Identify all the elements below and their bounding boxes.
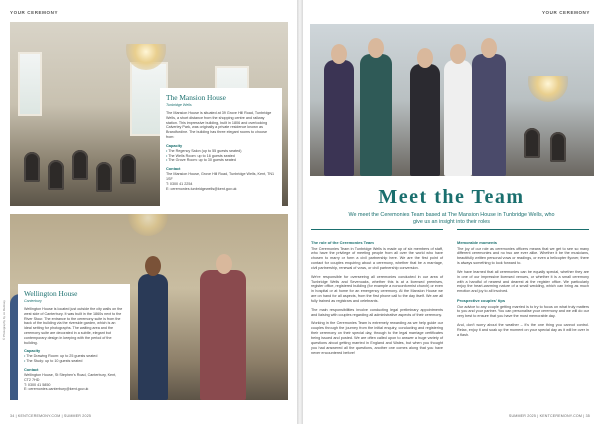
paragraph: The Ceremonies Team in Tunbridge Wells is made up of six members of staff, who have the privilege of meeting people from all over the world who have chosen to marry or form a civil partnership here. We are the first point of contact for couples enquiring about a ceremony, whether that be a marriage, civil partnership, renewal of vows, or civil partnership conversion.: [311, 246, 443, 270]
wellington-house-title: Wellington House: [24, 289, 78, 298]
list-item: • The Wells Room: up to 16 guests seated: [166, 154, 276, 159]
wellington-capacity-heading: Capacity: [24, 348, 41, 354]
running-head-right: YOUR CEREMONY: [541, 10, 590, 15]
mansion-house-location: Tunbridge Wells: [166, 103, 192, 107]
bride-head: [216, 254, 232, 274]
light-icon: [128, 214, 168, 236]
wellington-contact-heading: Contact: [24, 366, 39, 372]
mansion-house-title: The Mansion House: [166, 93, 226, 102]
paragraph: The main responsibilities involve conducting legal preliminary appointments and liaising with couples regarding all administrative aspects of their ceremony.: [311, 307, 443, 317]
chair: [24, 152, 40, 182]
section-heading-tips: Prospective couples' tips: [457, 298, 506, 304]
team-member-figure: [410, 64, 440, 176]
groom-figure: [138, 274, 168, 400]
paragraph: Working in the Ceremonies Team is extremely rewarding as we help guide our couples through the journey from the initial enquiry, conducting and registering their ceremony on their special day, through to the legal marriage certificates being issued and posted. We are often called upon to answer a huge variety of questions about getting married in England and Wales, but when you thought you had answered all the questions, another one comes along that you have never encountered before!: [311, 321, 443, 355]
list-item: • The Grove Room: up to 30 guests seated: [166, 158, 276, 163]
left-page: [0, 0, 297, 424]
paragraph: We have learned that all ceremonies can be equally special, whether they are in one of our impressive licensed venues, or whether it is a small ceremony with a handful of nearest and dearest at the register office. We particularly enjoy the heart-warming nature of a small wedding, which can bring as much emotion and joy to all involved.: [457, 269, 589, 294]
list-item: • The Regency Salon (up to 55 guests seated): [166, 149, 276, 154]
section-heading-role: The role of the Ceremonies Team: [311, 240, 374, 245]
chair: [48, 160, 64, 190]
article-column-left: [311, 240, 443, 359]
paragraph: We're responsible for overseeing all ceremonies conducted in our area of Tunbridge Wells and Sevenoaks, whether this is at a licensed premises, register office, registered building (for example a nonconformist church) or even in hospital or at home for an emergency ceremony. At the Mansion House we are on hand for all aspects, from the first phone call to the day itself. We are all fully trained as registrars and celebrants.: [311, 274, 443, 303]
wellington-house-description: Wellington House is located just outside the city walls on the west side of Canterbury. It was built in the 1860s next to the River Stour. The entrance to the ceremony suite is from the back of the building via the riverside garden, which is an ideal setting for photographs. The waiting area and the ceremony suite are decorated in a subtle, elegant but contemporary design in keeping with the period of the building.: [24, 307, 123, 345]
team-member-head: [417, 48, 433, 68]
chair: [72, 150, 88, 180]
team-member-head: [481, 38, 497, 58]
chandelier-icon: [528, 76, 568, 102]
team-member-head: [368, 38, 384, 58]
list-item: • The Drawing Room: up to 25 guests seated: [24, 354, 124, 359]
mansion-house-description: The Mansion House is situated at 39 Grove Hill Road, Tunbridge Wells, a short distance from the shopping centre and railway station. This impressive building, built in 1806 and overlooking Calverley Park, was originally a private residence known as Brandfordine. The building has three elegant rooms to choose from:: [166, 111, 272, 139]
team-member-figure: [444, 60, 472, 176]
paragraph: Our advice to any couple getting married is to try to focus on what truly matters to you and your partner. You can personalise your ceremony and we will do our very best to ensure that you have the most memorable day.: [457, 304, 589, 319]
paragraph: And, don't worry about the weather – it's the one thing you cannot control. Relax, enjoy it and soak up the moment on your special day as it will be over in a flash.: [457, 323, 589, 337]
chair: [524, 128, 540, 158]
running-head-left: YOUR CEREMONY: [10, 10, 59, 15]
window: [18, 52, 42, 116]
team-member-figure: [472, 54, 506, 176]
team-member-figure: [324, 60, 354, 176]
chair: [96, 162, 112, 192]
chair: [550, 132, 566, 162]
paragraph: The joy of our role as ceremonies officers means that we get to see so many different ceremonies and no two are ever alike. Whether it be the musicians, beautifully written personal vows or readings, or even a helicopter flyover, there is always something to look forward to.: [457, 246, 589, 266]
wellington-email: E: ceremonies.canterbury@kent.gov.uk: [24, 387, 89, 392]
bride-figure: [200, 270, 246, 400]
team-member-figure: [360, 54, 392, 176]
wellington-house-location: Canterbury: [24, 299, 42, 303]
mansion-address: The Mansion House, Grove Hill Road, Tunbridge Wells, Kent, TN1 1SF: [166, 172, 275, 181]
right-page: [303, 0, 600, 424]
article-title: Meet the Team: [378, 186, 525, 208]
chair: [120, 154, 136, 184]
divider: [457, 229, 589, 230]
folio-left: 34 | KENTCEREMONY.COM | SUMMER 2025: [10, 414, 92, 418]
wellington-house-infobox: [18, 284, 130, 408]
team-member-head: [331, 44, 347, 64]
folio-right: SUMMER 2025 | KENTCEREMONY.COM | 35: [508, 414, 590, 418]
team-member-head: [450, 44, 466, 64]
mansion-phone: T: 0300 41 2254: [166, 181, 193, 186]
mansion-contact-heading: Contact: [166, 166, 181, 172]
mansion-house-infobox: [160, 88, 282, 212]
groom-head: [145, 256, 161, 276]
mansion-email: E: ceremonies.tunbridgewells@kent.gov.uk: [166, 186, 237, 191]
divider: [311, 229, 443, 230]
ceremonies-team-photo: [310, 24, 594, 176]
mansion-room-list: [166, 149, 276, 163]
wellington-phone: T: 0300 41 5850: [24, 382, 51, 387]
list-item: • The Study: up to 10 guests seated: [24, 359, 124, 364]
wellington-address: Wellington House, St Stephen's Road, Canterbury, Kent, CT2 7HD: [24, 372, 117, 382]
section-heading-memorable: Memorable moments: [457, 240, 498, 245]
mansion-capacity-heading: Capacity: [166, 142, 183, 148]
article-column-right: [457, 240, 589, 342]
photo-credit: © Photography by Jo Ramsey: [2, 300, 6, 340]
wellington-room-list: [24, 354, 124, 364]
article-intro: We meet the Ceremonies Team based at The Mansion House in Tunbridge Wells, who give us an insight into their roles: [348, 212, 555, 225]
